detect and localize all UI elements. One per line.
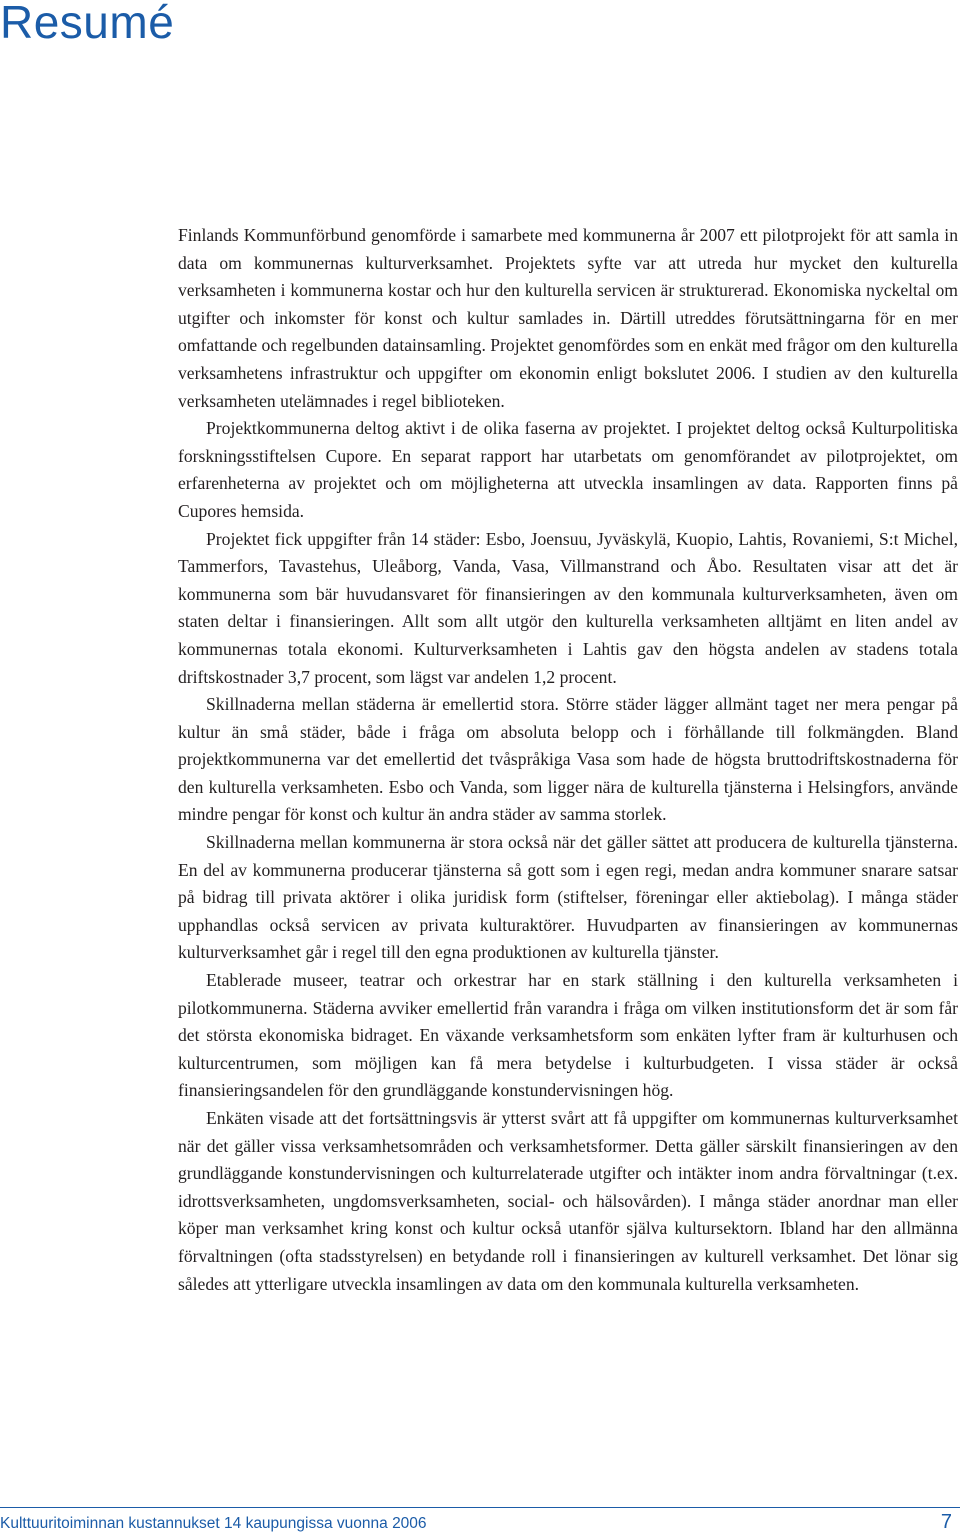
- paragraph: Etablerade museer, teatrar och orkestrar har en stark ställning i den kulturella verksamheten i pilotkommunerna. Städerna avviker emellertid från varandra i fråga om vilken institutionsform det är som får det största ekonomiska bidraget. En växande verksamhetsform som enkäten lyfter fram är kulturhusen och kulturcentrumen, som möjligen kan få mera betydelse i kulturbudgeten. I vissa städer är också finansieringsandelen för den grundläggande konstundervisningen hög.: [178, 970, 958, 1101]
- paragraph: Skillnaderna mellan kommunerna är stora också när det gäller sättet att producera de kulturella tjänsterna. En del av kommunerna producerar tjänsterna så gott som i egen regi, medan andra kommuner snarare satsar på bidrag till privata aktörer i olika juridisk form (stiftelser, föreningar eller aktiebolag). I många städer upphandlas också servicen av privata kulturaktörer. Huvudparten av finansieringen av kommunernas kulturverksamhet går i regel till den egna produktionen av kulturella tjänster.: [178, 832, 958, 963]
- body-text: [178, 222, 958, 1298]
- page-number: 7: [940, 1511, 952, 1533]
- paragraph: Enkäten visade att det fortsättningsvis är ytterst svårt att få uppgifter om kommunernas kulturverksamhet när det gäller vissa verksamhetsområden och verksamhetsformer. Detta gäller särskilt finansieringen av den grundläggande konstundervisningen och kulturrelaterade utgifter och intäkter inom andra förvaltningar (t.ex. idrottsverksamheten, ungdomsverksamheten, social- och hälsovården). I många städer anordnar man eller köper man verksamhet kring konst och kultur också utanför själva kultursektorn. Ibland har den allmänna förvaltningen (ofta stadsstyrelsen) en betydande roll i finansieringen av kulturell verksamhet. Det lönar sig således att ytterligare utveckla insamlingen av data om den kommunala kulturella verksamheten.: [178, 1108, 958, 1294]
- page-title: Resumé: [0, 0, 175, 48]
- footer-divider: [0, 1507, 960, 1508]
- paragraph: Projektkommunerna deltog aktivt i de olika faserna av projektet. I projektet deltog också Kulturpolitiska forskningsstiftelsen Cupore. En separat rapport har utarbetats om genomförandet av pilotprojektet, om erfarenheterna av projektet och om möjligheterna att utveckla insamlingen av data. Rapporten finns på Cupores hemsida.: [178, 418, 958, 521]
- paragraph: Finlands Kommunförbund genomförde i samarbete med kommunerna år 2007 ett pilotprojekt för att samla in data om kommunernas kulturverksamhet. Projektets syfte var att utreda hur mycket den kulturella verksamheten i kommunerna kostar och hur den kulturella servicen är strukturerad. Ekonomiska nyckeltal om utgifter och inkomster för konst och kultur samlades in. Därtill utreddes förutsättningarna för en mer omfattande och regelbunden datainsamling. Projektet genomfördes som en enkät med frågor om den kulturella verksamhetens infrastruktur och uppgifter om ekonomin enligt bokslutet 2006. I studien av den kulturella verksamheten utelämnades i regel biblioteken.: [178, 225, 958, 411]
- paragraph: Skillnaderna mellan städerna är emellertid stora. Större städer lägger allmänt taget ner mera pengar på kultur än små städer, både i fråga om absoluta belopp och i förhållande till folkmängden. Bland projektkommunerna var det emellertid det tvåspråkiga Vasa som hade de högsta bruttodriftskostnaderna för den kulturella verksamheten. Esbo och Vanda, som ligger nära de kulturella tjänsterna i Helsingfors, använde mindre pengar för konst och kultur än andra städer av samma storlek.: [178, 694, 958, 825]
- footer-title: Kulttuuritoiminnan kustannukset 14 kaupungissa vuonna 2006: [0, 1515, 427, 1532]
- paragraph: Projektet fick uppgifter från 14 städer: Esbo, Joensuu, Jyväskylä, Kuopio, Lahtis, Rovaniemi, S:t Michel, Tammerfors, Tavastehus, Uleåborg, Vanda, Vasa, Villmanstrand och Åbo. Resultaten visar att det är kommunerna som bär huvudansvaret för finansieringen av den kommunala kulturverksamheten, även om staten deltar i finansieringen. Allt som allt utgör den kulturella verksamheten alltjämt en liten andel av kommunernas totala ekonomi. Kulturverksamheten i Lahtis gav den högsta andelen av stadens totala driftskostnader 3,7 procent, som lägst var andelen 1,2 procent.: [178, 528, 958, 687]
